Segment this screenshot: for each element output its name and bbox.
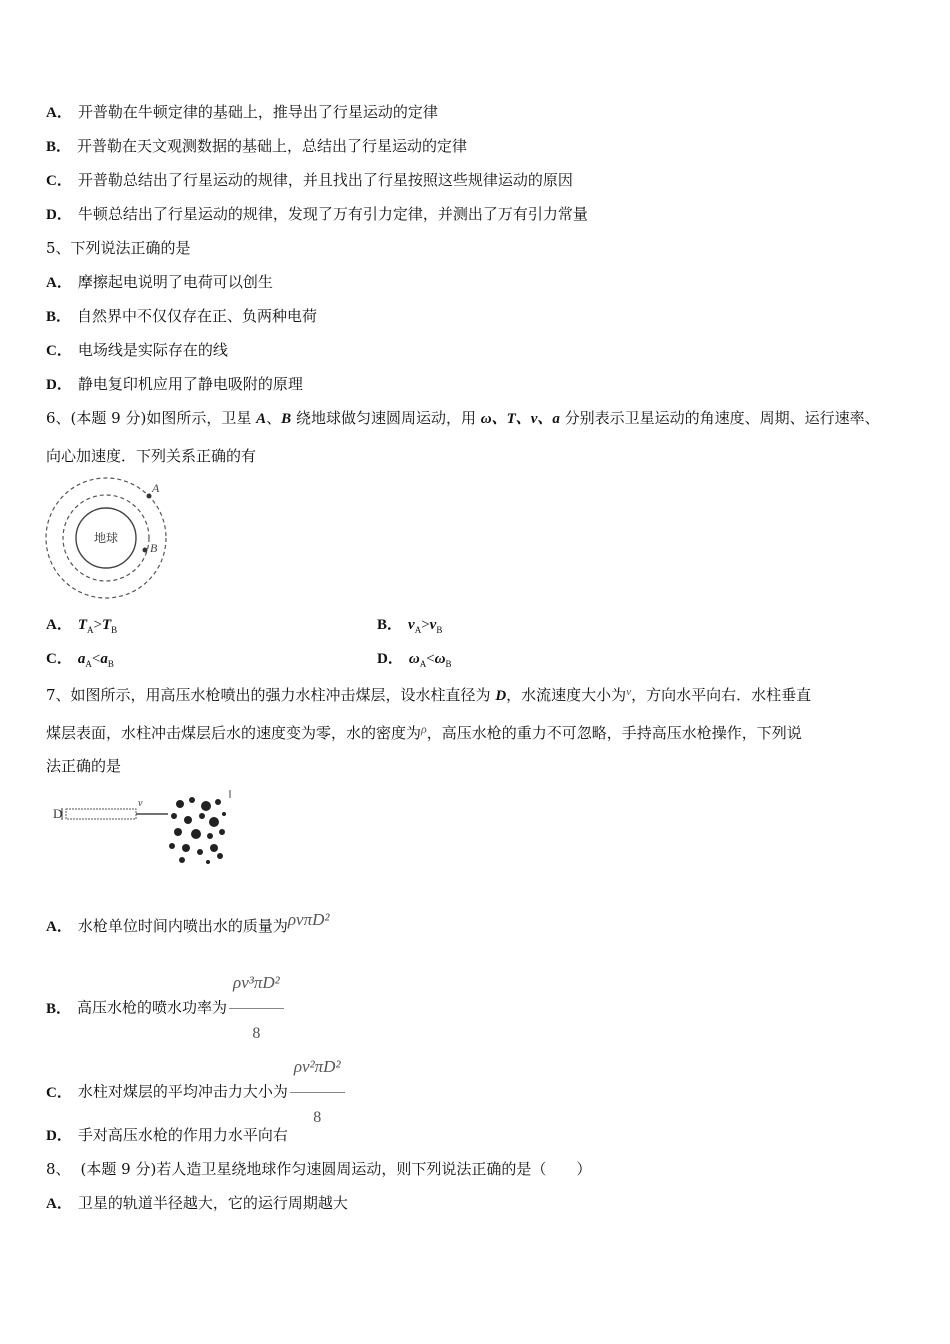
separator: 、	[266, 409, 282, 427]
q7-stem-line3: 法正确的是	[46, 757, 122, 775]
math-op: >	[421, 617, 430, 633]
var-rho: ρ	[421, 722, 427, 736]
q8-stem	[46, 1159, 591, 1179]
orbit-figure	[40, 474, 172, 602]
q6-stem-line2: 向心加速度．下列关系正确的有	[46, 447, 257, 465]
stem-text: ，方向水平向右．水柱垂直	[631, 686, 812, 704]
stem-text: ，水流速度大小为	[506, 686, 627, 704]
q4-option-b	[46, 136, 467, 157]
stem-text: 煤层表面，水柱冲击煤层后水的速度变为零，水的密度为	[46, 724, 422, 742]
math-sub: B	[445, 659, 452, 669]
option-label: C．	[46, 1084, 72, 1101]
math-left: v	[408, 617, 415, 633]
option-text: 开普勒在牛顿定律的基础上，推导出了行星运动的定律	[77, 103, 438, 121]
option-text: 水枪单位时间内喷出水的质量为	[77, 917, 288, 935]
q6-option-a	[46, 614, 117, 640]
option-label: A．	[46, 919, 72, 935]
q8-option-a	[46, 1193, 348, 1214]
option-text: 水柱对煤层的平均冲击力大小为	[77, 1082, 288, 1101]
option-math	[78, 651, 114, 667]
math-op: <	[91, 651, 101, 667]
q6-option-b	[377, 614, 442, 640]
var-a: A	[256, 411, 267, 427]
fraction-denominator: 8	[313, 1109, 322, 1126]
stem-text: 分别表示卫星运动的角速度、周期、运行速率、	[559, 409, 880, 427]
option-label: D．	[46, 207, 72, 223]
math-left: a	[77, 651, 86, 667]
math-sub: A	[419, 659, 427, 669]
math-sub: B	[436, 625, 443, 635]
option-text: 卫星的轨道半径越大，它的运行周期越大	[77, 1194, 348, 1212]
satellite-b	[143, 548, 148, 553]
option-math	[78, 617, 117, 633]
math-right: v	[429, 617, 437, 633]
math-left: T	[77, 617, 88, 633]
option-text: 电场线是实际存在的线	[77, 341, 228, 359]
figure-label-d: D	[53, 806, 63, 821]
formula-power	[229, 960, 284, 1057]
formula-force	[290, 1044, 345, 1141]
option-label: A．	[46, 105, 72, 121]
option-label: D．	[377, 651, 403, 667]
option-math	[409, 651, 452, 667]
q7-option-a	[46, 908, 329, 939]
var-d: D	[495, 688, 507, 704]
earth-label: 地球	[93, 531, 119, 545]
q5-option-a	[46, 272, 273, 293]
question-points: (本题 9 分)	[70, 409, 147, 427]
option-math	[408, 617, 442, 633]
satellite-a	[147, 494, 152, 499]
coal-seam	[168, 796, 228, 866]
fraction-numerator: ρv³πD²	[229, 960, 284, 1009]
stem-text: 若人造卫星绕地球作匀速圆周运动，则下列说法正确的是（ ）	[156, 1160, 592, 1178]
option-text: 自然界中不仅仅存在正、负两种电荷	[77, 307, 318, 325]
option-text: 开普勒总结出了行星运动的规律，并且找出了行星按照这些规律运动的原因	[77, 171, 573, 189]
math-right: ω	[434, 651, 446, 667]
option-label: B．	[46, 139, 72, 155]
math-sub: B	[111, 625, 118, 635]
stem-text: 7、如图所示，用高压水枪喷出的强力水柱冲击煤层，设水柱直径为	[46, 686, 496, 704]
stem-text: 如图所示，卫星	[146, 409, 257, 427]
option-label: D．	[46, 377, 72, 393]
option-label: C．	[46, 343, 72, 359]
option-label: D．	[46, 1128, 72, 1144]
q4-option-a	[46, 102, 438, 123]
q5-option-b	[46, 306, 317, 327]
math-left: ω	[408, 651, 420, 667]
question-number: 6、	[46, 409, 71, 427]
option-label: C．	[46, 173, 72, 189]
stem-text: 绕地球做匀速圆周运动，用	[291, 409, 481, 427]
q6-stem-line1	[46, 408, 880, 429]
option-label: B．	[377, 617, 403, 633]
option-label: A．	[46, 275, 72, 291]
q7-option-b	[46, 960, 284, 1057]
q5-option-c	[46, 340, 228, 361]
option-text: 牛顿总结出了行星运动的规律，发现了万有引力定律，并测出了万有引力常量	[77, 205, 588, 223]
math-sub: A	[87, 625, 94, 635]
water-jet	[66, 809, 136, 819]
q4-option-c	[46, 170, 573, 191]
math-op: >	[93, 617, 102, 633]
option-text: 摩擦起电说明了电荷可以创生	[77, 273, 273, 291]
q7-option-d	[46, 1125, 288, 1146]
option-label: C．	[46, 651, 72, 667]
var-list: ω、T、v、a	[480, 411, 560, 427]
math-sub: A	[85, 659, 92, 669]
var-v: v	[626, 686, 632, 698]
figure-label-v: v	[138, 798, 143, 809]
option-text: 手对高压水枪的作用力水平向右	[77, 1126, 288, 1144]
fraction-denominator: 8	[252, 1025, 261, 1042]
water-cannon-figure	[50, 786, 240, 870]
math-right: a	[100, 651, 108, 667]
q5-stem: 5、下列说法正确的是	[46, 239, 191, 257]
option-text: 静电复印机应用了静电吸附的原理	[77, 375, 303, 393]
stem-text: ，高压水枪的重力不可忽略，手持高压水枪操作，下列说	[426, 724, 802, 742]
math-sub: A	[414, 625, 422, 635]
q6-option-d	[377, 648, 452, 674]
question-number: 8、	[46, 1160, 71, 1178]
option-text: 高压水枪的喷水功率为	[77, 998, 228, 1017]
q7-stem-line2	[46, 719, 802, 743]
option-label: A．	[46, 617, 72, 633]
option-label: B．	[46, 1000, 72, 1017]
option-label: A．	[46, 1196, 72, 1212]
q6-option-c	[46, 648, 114, 674]
q4-option-d	[46, 204, 588, 225]
formula-mass-flow: ρvπD²	[287, 910, 330, 929]
math-op: <	[426, 651, 435, 667]
satellite-b-label: B	[150, 541, 158, 555]
fraction-numerator: ρv²πD²	[290, 1044, 345, 1093]
option-text: 开普勒在天文观测数据的基础上，总结出了行星运动的定律	[77, 137, 468, 155]
math-right: T	[101, 617, 112, 633]
q5-option-d	[46, 374, 303, 395]
var-b: B	[281, 411, 292, 427]
math-sub: B	[107, 659, 114, 669]
satellite-a-label: A	[152, 481, 160, 495]
q7-stem-line1	[46, 682, 811, 706]
option-label: B．	[46, 309, 72, 325]
question-points: (本题 9 分)	[80, 1160, 157, 1178]
